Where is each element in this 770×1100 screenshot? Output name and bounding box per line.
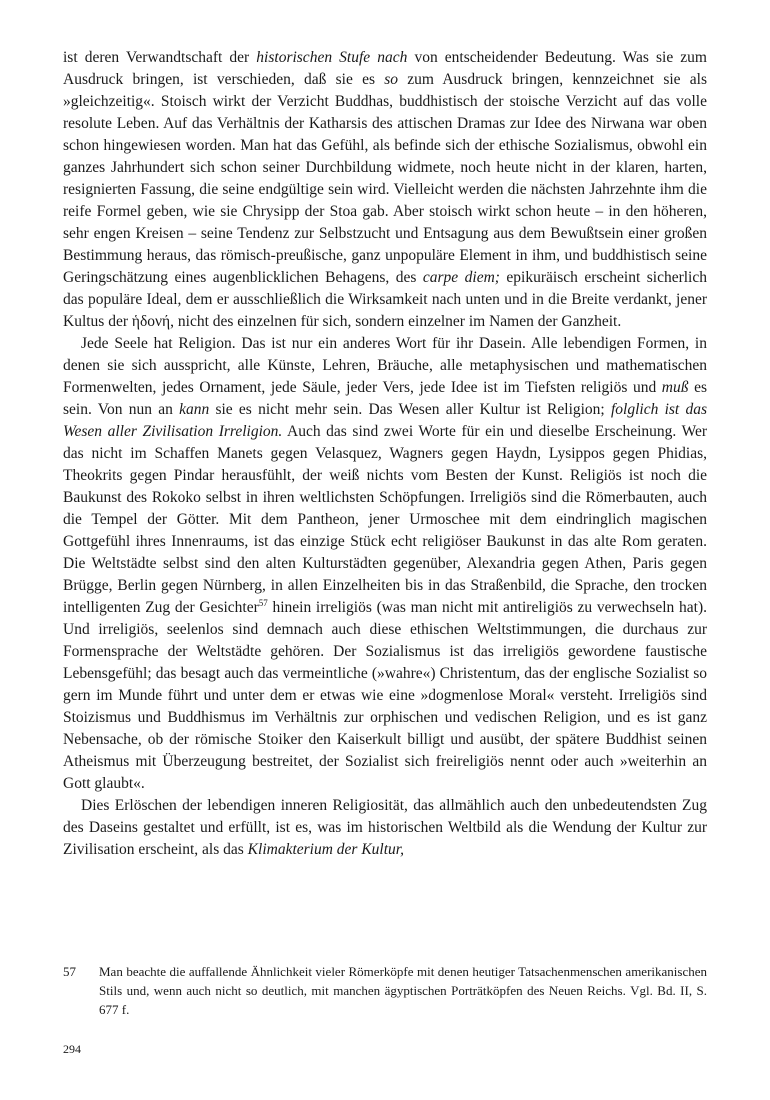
italic-run: historischen Stufe nach	[256, 49, 408, 66]
italic-run: carpe diem;	[422, 269, 500, 286]
italic-run: so	[384, 71, 399, 88]
italic-run: folglich ist das Wesen aller Zivilisation Irreligion.	[63, 401, 707, 440]
footnote-text: Man beachte die auffallende Ähnlichkeit vieler Römerköpfe mit denen heutiger Tatsachenmenschen amerikanischen Stils und, wenn auch nicht so deutlich, mit manchen ägyptischen Porträtköpfen des Neuen Reichs. Vgl. Bd. II, S. 677 f.	[99, 964, 707, 1017]
page-number: 294	[63, 1042, 81, 1056]
italic-run: Klimakterium der Kultur,	[247, 841, 404, 858]
paragraph-2	[63, 333, 707, 795]
text-run: Jede Seele hat Religion. Das ist nur ein anderes Wort für ihr Dasein. Alle lebendigen Formen, in denen sie sich ausspricht, alle Künste, Lehren, Bräuche, alle metaphysischen und mathematischen Formenwelten, jedes Ornament, jede Säule, jeder Vers, jede Idee ist im Tiefsten religiös und	[63, 335, 707, 396]
footnote-reference[interactable]: 57	[258, 598, 268, 608]
text-run: zum Ausdruck bringen, kennzeichnet sie als »gleichzeitig«. Stoisch wirkt der Verzicht Buddhas, buddhistisch der stoische Verzicht auf das volle resolute Leben. Auf das Verhältnis der Katharsis des attischen Dramas zur Idee des Nirwana war oben schon hingewiesen worden. Man hat das Gefühl, als befinde sich der ethische Sozialismus, obwohl ein ganzes Jahrhundert sich schon seiner Durchbildung widmete, noch heute nicht in der klaren, harten, resignierten Fassung, die seine endgültige sein wird. Vielleicht werden die nächsten Jahrzehnte ihm die reife Formel geben, wie sie Chrysipp der Stoa gab. Aber stoisch wirkt schon heute – in den höheren, sehr engen Kreisen – seine Tendenz zur Selbstzucht und Entsagung aus dem Bewußtsein einer großen Bestimmung heraus, das römisch-preußische, ganz unpopuläre Element in ihm, und buddhistisch seine Geringschätzung eines augenblicklichen Behagens, des	[63, 71, 707, 286]
paragraph-1	[63, 47, 707, 333]
text-run: ist deren Verwandtschaft der	[63, 49, 257, 66]
footnote-number: 57	[63, 964, 76, 979]
text-run: sie es nicht mehr sein. Das Wesen aller Kultur ist Religion;	[209, 401, 611, 418]
text-run: Dies Erlöschen der lebendigen inneren Religiosität, das allmählich auch den unbedeutendsten Zug des Daseins gestaltet und erfüllt, ist es, was im historischen Weltbild als die Wendung der Kultur zur Zivilisation erscheint, als das	[63, 797, 707, 858]
text-run: epikuräisch erscheint sicherlich das populäre Ideal, dem er ausschließlich die Wirksamkeit nach unten und in die Breite verdankt, jener Kultus der ἡδονή, nicht des einzelnen für sich, sondern einzelner im Namen der Ganzheit.	[63, 269, 707, 330]
main-text	[63, 47, 707, 861]
text-run: von entscheidender Bedeutung. Was sie zum Ausdruck bringen, ist verschieden, daß sie es	[63, 49, 707, 88]
italic-run: muß	[661, 379, 689, 396]
italic-run: kann	[179, 401, 210, 418]
text-run: hinein irreligiös (was man nicht mit antireligiös zu verwechseln hat). Und irreligiös, seelenlos sind demnach auch diese ethischen Weltstimmungen, die durchaus zur Formensprache der Weltstädte gehören. Der Sozialismus ist das irreligiös gewordene faustische Lebensgefühl; das besagt auch das vermeintliche (»wahre«) Christentum, das der englische Sozialist so gern im Munde führt und unter dem er etwas wie eine »dogmenlose Moral« versteht. Irreligiös sind Stoizismus und Buddhismus im Verhältnis zur orphischen und vedischen Religion, und es ist ganz Nebensache, ob der römische Stoiker den Kaiserkult billigt und ausübt, der spätere Buddhist seinen Atheismus mit Überzeugung bestreitet, der Sozialist sich freireligiös nennt oder auch »weiterhin an Gott glaubt«.	[63, 599, 707, 792]
paragraph-3	[63, 795, 707, 861]
text-run: es sein. Von nun an	[63, 379, 707, 418]
text-run: Auch das sind zwei Worte für ein und dieselbe Erscheinung. Wer das nicht im Schaffen Manets gegen Velasquez, Wagners gegen Haydn, Lysippos gegen Phidias, Theokrits gegen Pindar herausfühlt, der weiß nichts vom Besten der Kunst. Religiös ist noch die Baukunst des Rokoko selbst in ihren weltlichsten Schöpfungen. Irreligiös sind die Römerbauten, auch die Tempel der Götter. Mit dem Pantheon, jener Urmoschee mit dem eindringlich magischen Gottgefühl ihres Innenraums, ist das einzige Stück echt religiöser Baukunst in das alte Rom geraten. Die Weltstädte selbst sind den alten Kulturstädten gegenüber, Alexandria gegen Athen, Paris gegen Brügge, Berlin gegen Nürnberg, in allen Einzelheiten bis in das Straßenbild, die Sprache, den trocken intelligenten Zug der Gesichter	[63, 423, 708, 616]
footnote	[63, 962, 707, 1019]
